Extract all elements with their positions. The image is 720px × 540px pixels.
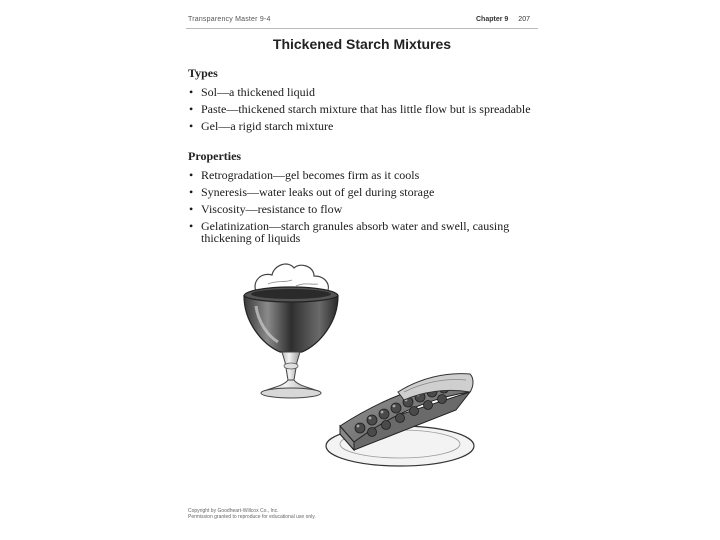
footer-line-2: Permission granted to reproduce for educational use only.	[188, 514, 316, 520]
bullet-icon: •	[189, 202, 194, 216]
list-item-text: Gelatinization—starch granules absorb water and swell, causing thickening of liquids	[201, 219, 510, 245]
section-heading-types: Types	[188, 66, 218, 80]
list-item-text: Gel—a rigid starch mixture	[201, 119, 334, 133]
header-transparency-label: Transparency Master 9-4	[188, 16, 271, 23]
glass-bowl	[244, 296, 338, 352]
bullet-icon: •	[189, 168, 194, 182]
list-item-text: Syneresis—water leaks out of gel during storage	[201, 185, 435, 199]
bullet-icon: •	[189, 185, 194, 199]
bullet-icon: •	[189, 85, 194, 99]
list-item-text: Retrogradation—gel becomes firm as it cools	[201, 168, 420, 182]
bullet-icon: •	[189, 119, 194, 133]
glass-base	[261, 388, 321, 398]
list-item-text: Paste—thickened starch mixture that has little flow but is spreadable	[201, 102, 531, 116]
list-item-text: Viscosity—resistance to flow	[201, 202, 343, 216]
footer-line-1: Copyright by Goodheart-Willcox Co., Inc.	[188, 508, 279, 514]
bullet-icon: •	[189, 219, 194, 233]
cherry-pie-slice-illustration	[326, 374, 474, 466]
page-title: Thickened Starch Mixtures	[272, 36, 452, 52]
chapter-label: Chapter 9	[476, 16, 509, 23]
page-number: 207	[518, 16, 530, 23]
section-heading-properties: Properties	[188, 149, 242, 163]
footer-copyright	[188, 508, 316, 520]
bullet-icon: •	[189, 102, 194, 116]
list-item-text: Sol—a thickened liquid	[201, 85, 315, 99]
